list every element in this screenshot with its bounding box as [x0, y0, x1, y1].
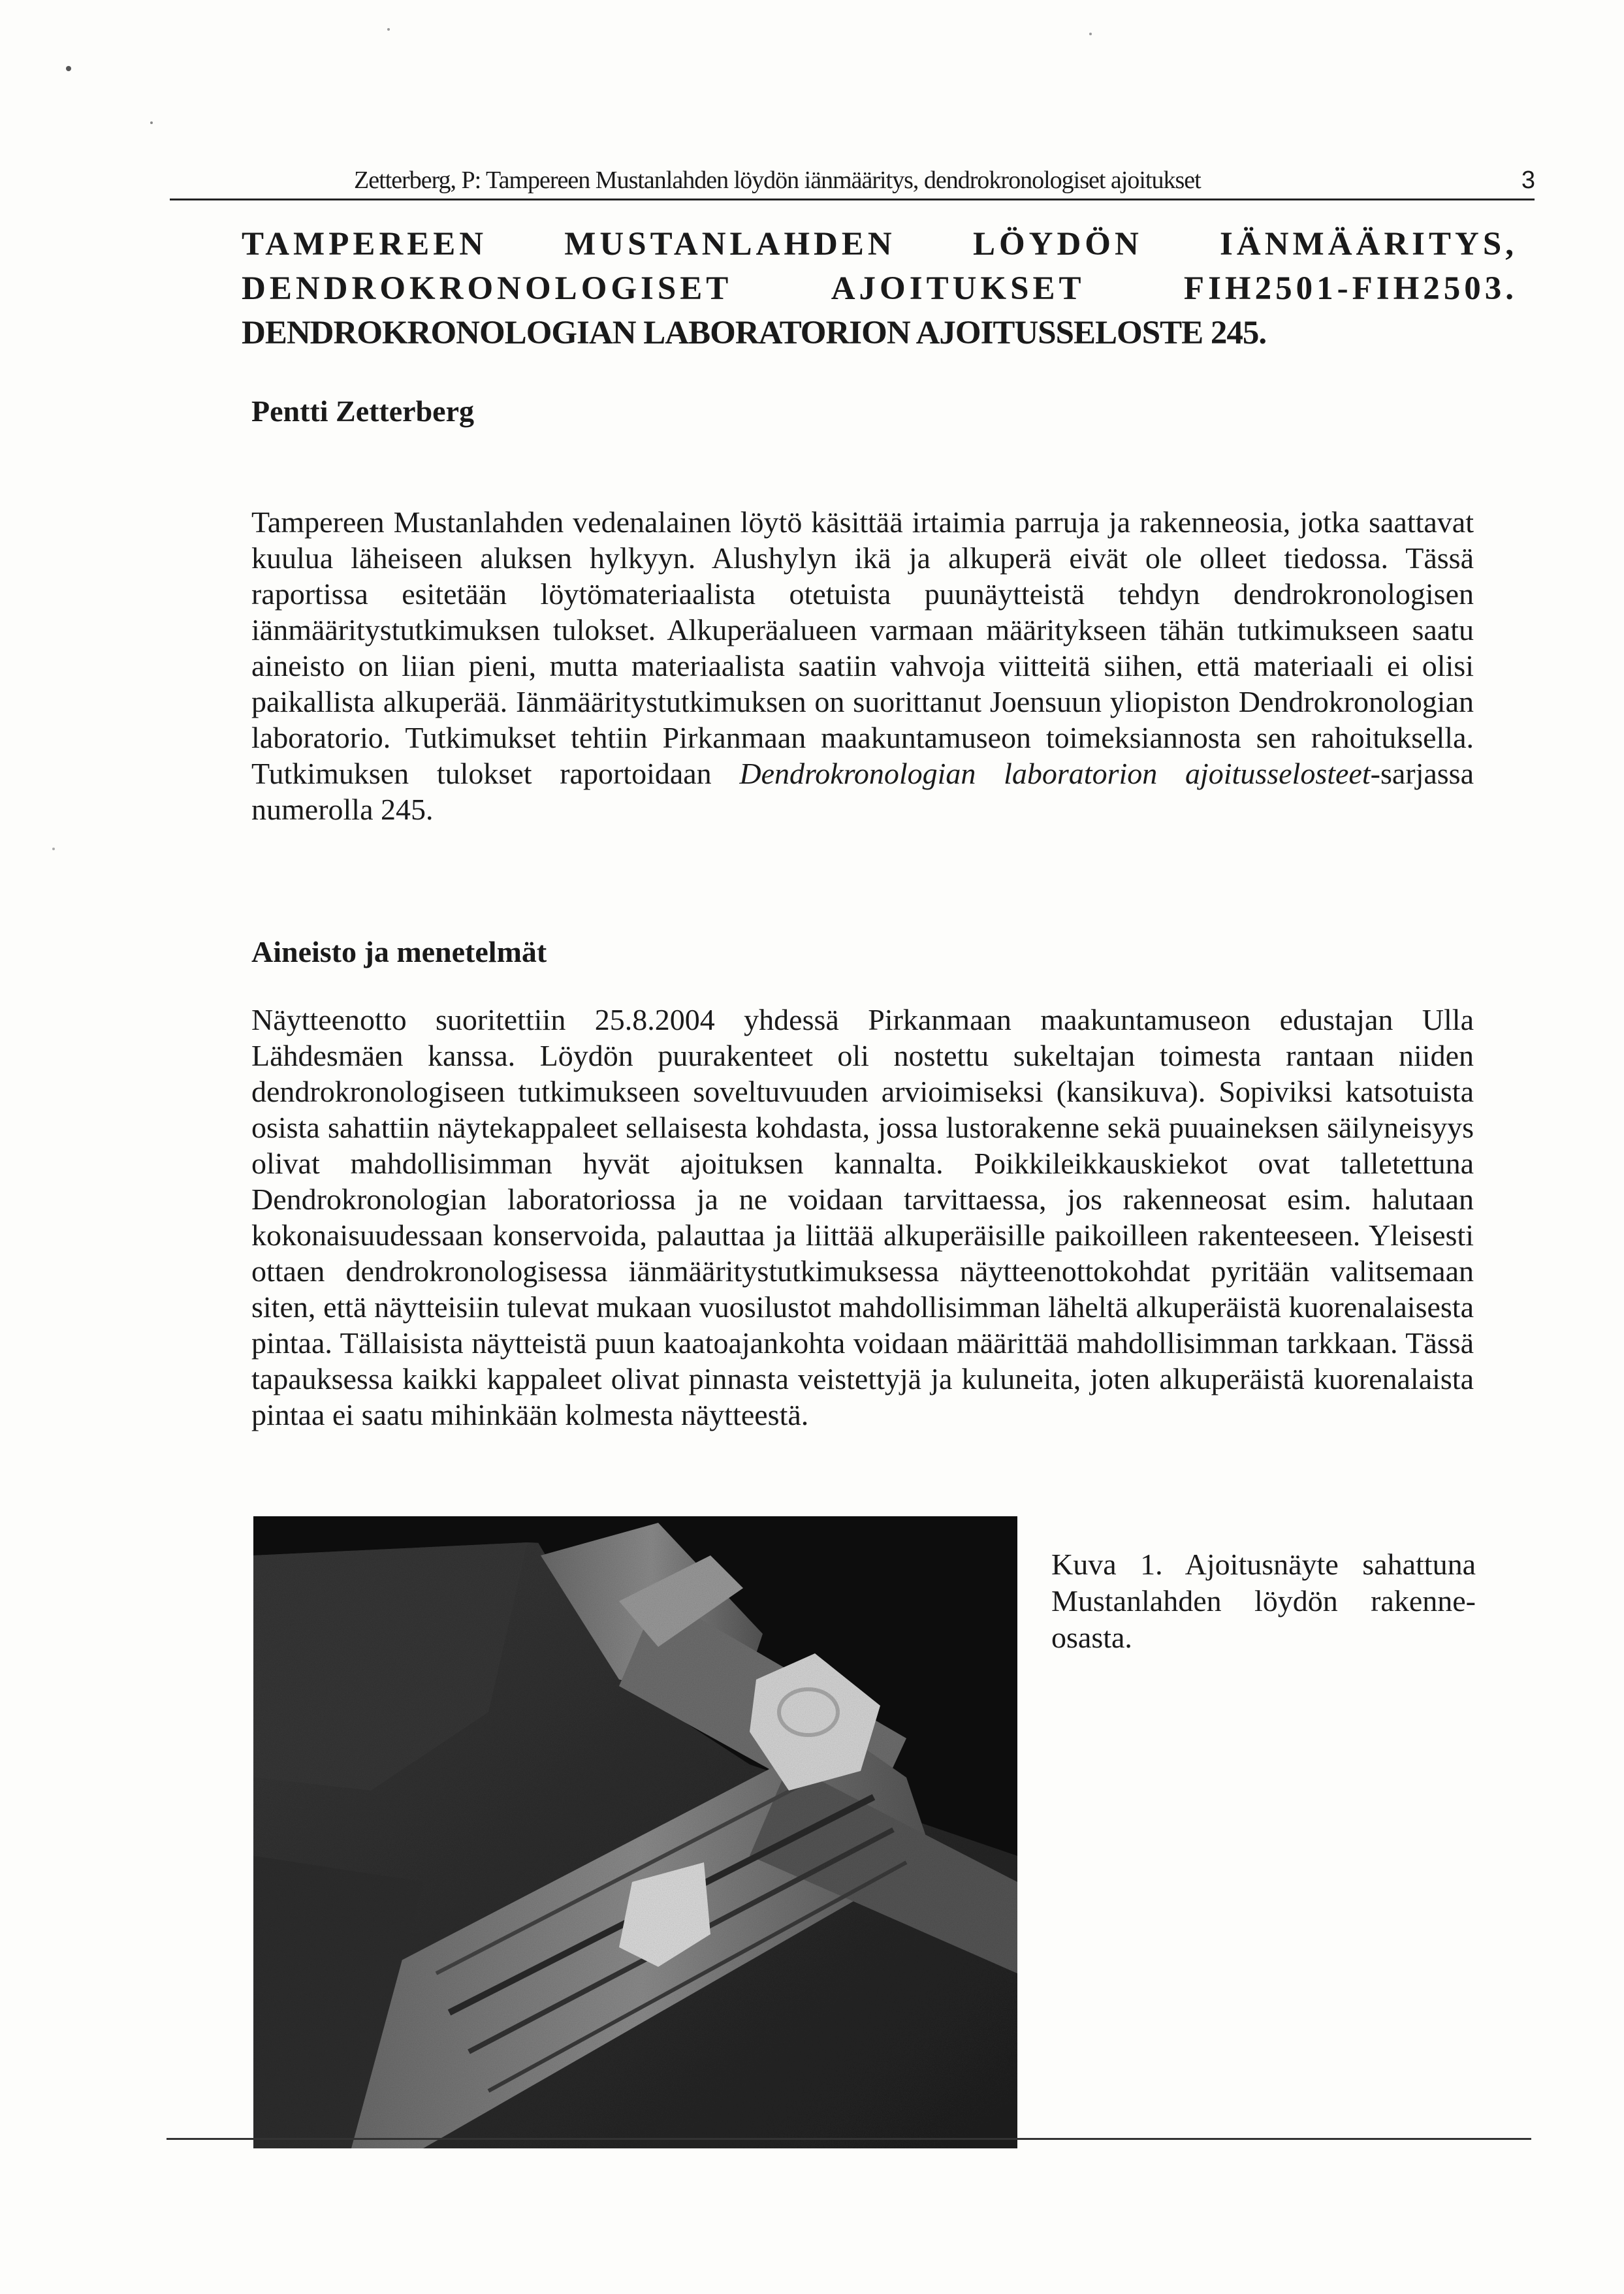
running-title: Zetterberg, P: Tampereen Mustanlahden löydön iänmääritys, dendrokronologiset ajoitukset — [354, 167, 1201, 194]
scan-speck — [52, 848, 55, 850]
author-name: Pentti Zetterberg — [251, 394, 475, 428]
footer-rule — [167, 2138, 1531, 2140]
intro-paragraph — [251, 504, 1474, 827]
scan-speck — [1089, 33, 1092, 35]
title-line-1 — [242, 222, 1518, 266]
title-word: LÖYDÖN — [972, 226, 1143, 263]
series-title: Dendrokronologian laboratorion ajoitusselosteet — [739, 757, 1371, 790]
title-word: DENDROKRONOLOGISET — [242, 270, 733, 307]
document-title — [242, 222, 1518, 355]
scan-speck — [150, 121, 153, 124]
title-word: TAMPEREEN — [242, 226, 488, 263]
scan-speck — [66, 66, 71, 71]
title-word: FIH2501-FIH2503. — [1183, 270, 1518, 307]
title-word: MUSTANLAHDEN — [564, 226, 896, 263]
intro-text-end: -sarjassa numerolla 245. — [251, 757, 1474, 826]
intro-text: Tampereen Mustanlahden vedenalainen löytö käsittää irtaimia parruja ja rakenneosia, jotka saattavat kuulua läheiseen aluksen hylkyyn. Alushylyn ikä ja alkuperä eivät ole olleet tiedossa. Tässä raportissa esitetään löytömateriaalista otetuista puunäytteistä tehdyn dendrokronologisen iänmääritystutkimuksen tulokset. Alkuperäalueen varmaan määritykseen tähän tutkimukseen saatu aineisto on liian pieni, mutta materiaalista saatiin vahvoja viitteitä siihen, että materiaali ei olisi paikallista alkuperää. Iänmääritystutkimuksen on suorittanut Joensuun yliopiston Dendrokronologian laboratorio. Tutkimukset tehtiin Pirkanmaan maakuntamuseon toimeksiannosta sen rahoituksella. Tutkimuksen tulokset raportoidaan — [251, 505, 1474, 790]
title-word: AJOITUKSET — [831, 270, 1085, 307]
section-heading: Aineisto ja menetelmät — [251, 935, 547, 968]
scan-speck — [387, 28, 390, 31]
title-line-3: DENDROKRONOLOGIAN LABORATORION AJOITUSSELOSTE 245. — [242, 315, 1267, 351]
sample-photo — [253, 1516, 1017, 2148]
photo-illustration — [253, 1516, 1017, 2148]
title-line-2 — [242, 266, 1518, 311]
page-number: 3 — [1521, 167, 1535, 194]
title-word: IÄNMÄÄRITYS, — [1220, 226, 1518, 263]
methods-paragraph: Näytteenotto suoritettiin 25.8.2004 yhdessä Pirkanmaan maakuntamuseon edustajan Ulla Lähdesmäen kanssa. Löydön puurakenteet oli nostettu sukeltajan toimesta rantaan niiden dendrokronologiseen tutkimukseen soveltuvuuden arvioimiseksi (kansikuva). Sopiviksi katsotuista osista sahattiin näytekappaleet sellaisesta kohdasta, jossa lustorakenne sekä puuaineksen säilyneisyys olivat mahdollisimman hyvät ajoituksen kannalta. Poikkileikkauskiekot ovat talletettuna Dendrokronologian laboratoriossa ja ne voidaan tarvittaessa, jos rakenneosat esim. halutaan kokonaisuudessaan konservoida, palauttaa ja liittää alkuperäisille paikoilleen rakenteeseen. Yleisesti ottaen dendrokronologisessa iänmääritystutkimuksessa näytteenottokohdat pyritään valitsemaan siten, että näytteisiin tulevat mukaan vuosilustot mahdollisimman läheltä alkuperäistä kuorenalaisesta pintaa. Tällaisista näytteistä puun kaatoajankohta voidaan määrittää mahdollisimman tarkkaan. Tässä tapauksessa kaikki kappaleet olivat pinnasta veistettyjä ja kuluneita, joten alkuperäistä kuorenalaista pintaa ei saatu mihinkään kolmesta näytteestä. — [251, 1003, 1474, 1431]
running-header — [170, 162, 1535, 200]
figure-caption: Kuva 1. Ajoitusnäyte sahattuna Mustanlahden löydön rakenneosasta. — [1051, 1548, 1476, 1654]
